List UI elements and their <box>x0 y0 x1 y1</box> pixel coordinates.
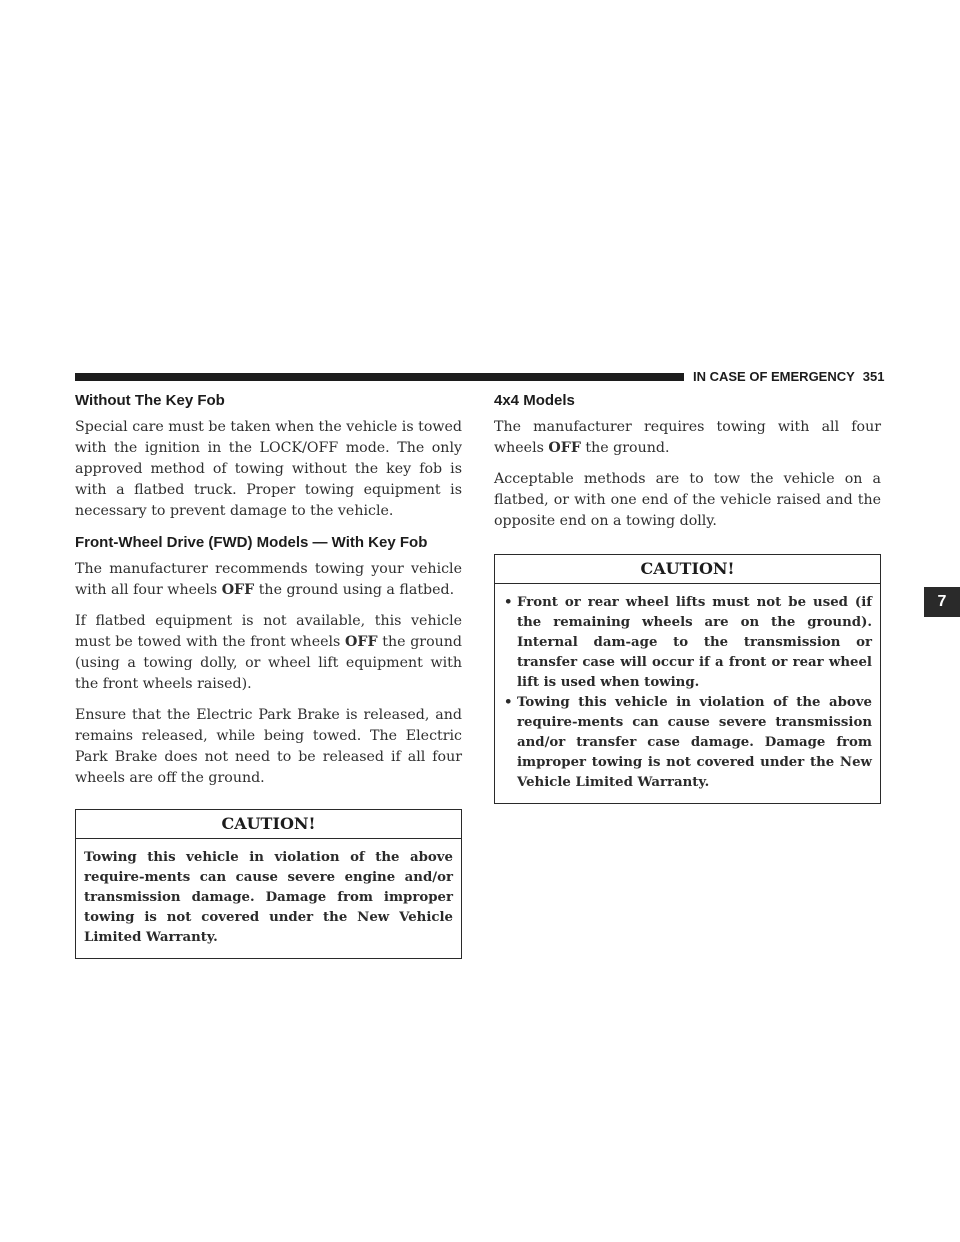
heading-4x4-models: 4x4 Models <box>494 392 575 409</box>
caution-text: Towing this vehicle in violation of the above require-ments can cause severe engine and/or transmission damage. Damage from improper towing is not covered under the New Vehicle Limited Warranty. <box>84 850 453 945</box>
header-rule <box>75 373 684 381</box>
caution-box <box>494 554 881 804</box>
heading-fwd-models: Front-Wheel Drive (FWD) Models — With Key Fob <box>75 534 428 551</box>
caution-title: CAUTION! <box>495 555 880 584</box>
paragraph: The manufacturer requires towing with all four wheels OFF the ground. <box>494 419 881 456</box>
paragraph: Special care must be taken when the vehicle is towed with the ignition in the LOCK/OFF mode. The only approved method of towing without the key fob is with a flatbed truck. Proper towing equipment is necessary to prevent damage to the vehicle. <box>75 419 462 519</box>
caution-list <box>495 584 880 803</box>
chapter-tab: 7 <box>924 587 960 617</box>
caution-item: • Front or rear wheel lifts must not be used (if the remaining wheels are on the ground). Internal dam-age to the transmission or transfer case will occur if a front or rear wheel lift is used when towing. <box>504 595 872 690</box>
paragraph: If flatbed equipment is not available, this vehicle must be towed with the front wheels OFF the ground (using a towing dolly, or wheel lift equipment with the front wheels raised). <box>75 613 462 692</box>
caution-box <box>75 809 462 959</box>
paragraph: The manufacturer recommends towing your vehicle with all four wheels OFF the ground using a flatbed. <box>75 561 462 598</box>
left-column <box>75 392 462 959</box>
paragraph: Acceptable methods are to tow the vehicle on a flatbed, or with one end of the vehicle raised and the opposite end on a towing dolly. <box>494 471 881 529</box>
page-number: 351 <box>862 369 885 384</box>
section-title: IN CASE OF EMERGENCY <box>693 369 855 384</box>
paragraph: Ensure that the Electric Park Brake is released, and remains released, while being towed. The Electric Park Brake does not need to be released if all four wheels are off the ground. <box>75 707 462 786</box>
right-column <box>494 392 881 804</box>
running-header <box>693 369 893 387</box>
caution-item: • Towing this vehicle in violation of the above require-ments can cause severe transmission and/or transfer case damage. Damage from improper towing is not covered under the New Vehicle Limited Warranty. <box>504 695 872 790</box>
caution-title: CAUTION! <box>76 810 461 839</box>
heading-without-key-fob: Without The Key Fob <box>75 392 225 409</box>
